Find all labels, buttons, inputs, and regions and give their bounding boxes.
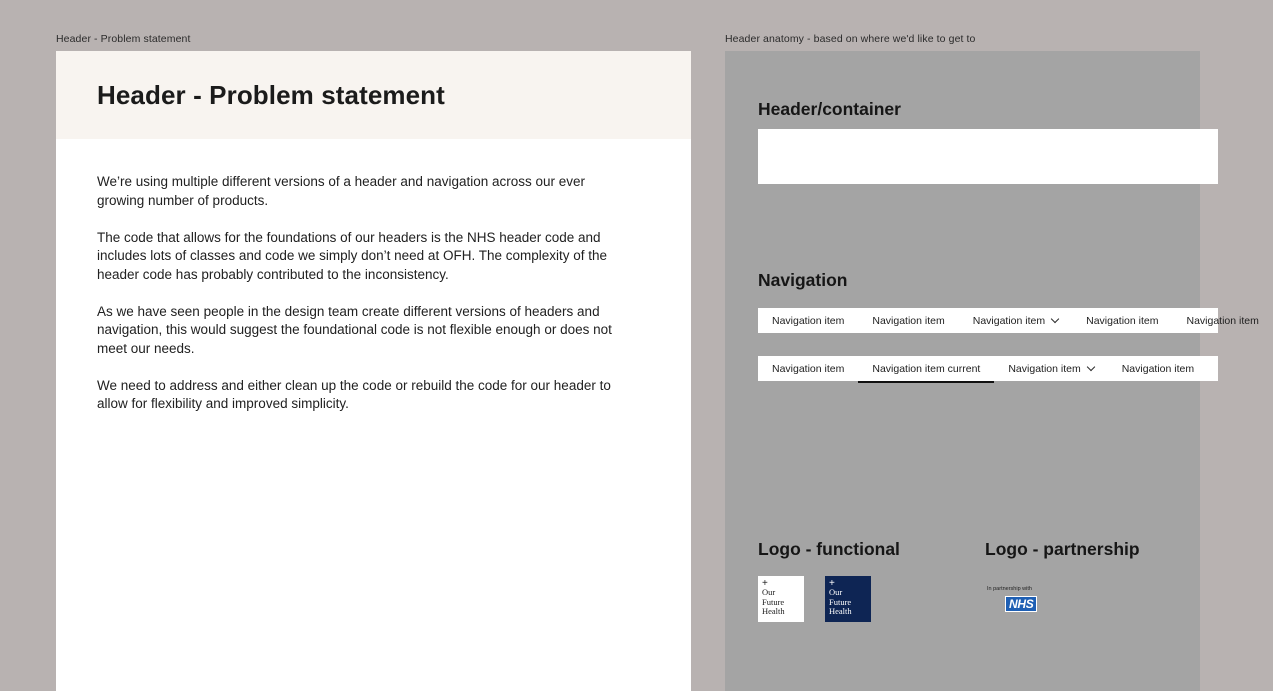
nav-item-label: Navigation item [772,314,845,327]
nav-item[interactable] [758,308,858,333]
ofh-logo-light [758,576,804,622]
title-band [56,51,691,139]
navigation-bar-with-current [758,356,1218,381]
nav-item-dropdown[interactable] [994,356,1107,381]
logo-word: Future [829,596,852,607]
logo-word: Health [829,606,852,616]
nav-item-label: Navigation item [772,362,845,375]
nav-item-current[interactable] [858,356,994,381]
frame-label-header-anatomy: Header anatomy - based on where we'd like to get to [725,33,976,45]
nav-item-label: Navigation item [972,314,1046,327]
page-title: Header - Problem statement [97,80,445,110]
nav-item-label: Navigation item [1121,362,1195,375]
paragraph-2: The code that allows for the foundations of our headers is the NHS header code and includes lots of classes and code we simply don’t need at OFH. The complexity of the header code has probably contributed to the inconsistency. [97,229,608,282]
logo-plus-icon: + [762,578,768,589]
nav-item[interactable] [1108,356,1208,381]
section-title-logo-functional: Logo - functional [758,539,900,559]
chevron-down-icon [1051,315,1059,323]
nhs-logo: NHS [1005,596,1037,612]
nav-item[interactable] [858,308,958,333]
header-anatomy-frame [725,51,1259,691]
problem-statement-body [97,173,627,432]
nav-item[interactable] [1072,308,1172,333]
paragraph-1: We’re using multiple different versions of a header and navigation across our ever growing number of products. [97,174,586,208]
nav-item-label: Navigation item [1008,362,1081,375]
navigation-bar-default [758,308,1259,333]
nav-item-label: Navigation item [872,314,945,327]
nav-item-dropdown[interactable] [959,308,1072,333]
logo-word: Health [762,606,785,616]
paragraph-4: We need to address and either clean up the code or rebuild the code for our header to allow for flexibility and improved simplicity. [97,377,611,411]
problem-statement-frame [56,51,691,691]
section-title-navigation: Navigation [758,270,848,290]
chevron-down-icon [1086,363,1094,371]
logo-plus-icon: + [829,578,835,589]
partnership-logo [987,586,1057,613]
section-title-logo-partnership: Logo - partnership [985,539,1140,559]
paragraph-3: As we have seen people in the design team create different versions of headers and navigation, this would suggest the foundational code is not flexible enough or does not meet our needs. [97,303,612,356]
frame-label-problem-statement: Header - Problem statement [56,33,191,45]
logo-word: Our [762,587,776,597]
logo-word: Our [829,587,843,597]
nav-item-label: Navigation item [1086,314,1159,327]
section-title-header-container: Header/container [758,99,901,119]
ofh-logo-dark [825,576,871,622]
header-container-preview [758,129,1218,184]
partnership-caption: In partnership with [987,586,1032,592]
nav-item-label: Navigation item current [872,362,981,375]
logo-word: Future [762,596,785,607]
nav-item-label: Navigation item [1186,314,1259,327]
nav-item[interactable] [1173,308,1273,333]
nav-item[interactable] [758,356,858,381]
